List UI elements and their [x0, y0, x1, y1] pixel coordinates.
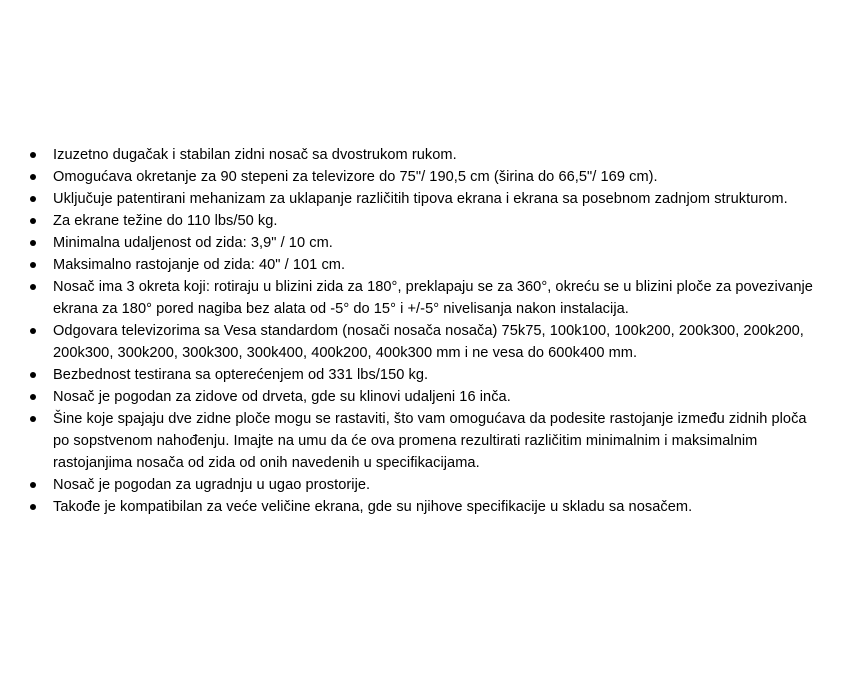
list-item: [0, 364, 860, 386]
list-item-text: Za ekrane težine do 110 lbs/50 kg.: [53, 213, 278, 229]
bullet-icon: [30, 152, 36, 158]
bullet-icon: [30, 504, 36, 510]
bullet-icon: [30, 284, 36, 290]
list-item-text: Odgovara televizorima sa Vesa standardom (nosači nosača nosača) 75k75, 100k100, 100k200, 200k300, 200k200, 200k300, 300k200, 300k300, 300k400, 400k200, 400k300 mm i ne vesa do 600k400 mm.: [53, 323, 804, 361]
list-item-text: Nosač je pogodan za zidove od drveta, gde su klinovi udaljeni 16 inča.: [53, 389, 511, 405]
list-item-text: Minimalna udaljenost od zida: 3,9" / 10 cm.: [53, 235, 333, 251]
bullet-icon: [30, 482, 36, 488]
list-item: [0, 144, 860, 166]
list-item-text: Bezbednost testirana sa opterećenjem od 331 lbs/150 kg.: [53, 367, 429, 383]
list-item-text: Uključuje patentirani mehanizam za uklapanje različitih tipova ekrana i ekrana sa posebnom zadnjom strukturom.: [53, 191, 788, 207]
list-item: [0, 232, 860, 254]
list-item: [0, 210, 860, 232]
list-item: [0, 188, 860, 210]
bullet-icon: [30, 240, 36, 246]
bullet-icon: [30, 416, 36, 422]
list-item-text: Maksimalno rastojanje od zida: 40" / 101 cm.: [53, 257, 346, 273]
feature-list: [0, 144, 860, 518]
list-item-text: Izuzetno dugačak i stabilan zidni nosač sa dvostrukom rukom.: [53, 147, 457, 163]
bullet-icon: [30, 372, 36, 378]
list-item: [0, 408, 860, 474]
list-item: [0, 320, 860, 364]
list-item: [0, 166, 860, 188]
list-item-text: Šine koje spajaju dve zidne ploče mogu se rastaviti, što vam omogućava da podesite rastojanje između zidnih ploča po sopstvenom nahođenju. Imajte na umu da će ova promena rezultirati različitim minimalnim i maksimalnim rastojanjima nosača od zida od onih navedenih u specifikacijama.: [53, 411, 807, 471]
document-body: [0, 144, 860, 518]
list-item-text: Nosač ima 3 okreta koji: rotiraju u blizini zida za 180°, preklapaju se za 360°, okreću se u blizini ploče za povezivanje ekrana za 180° pored nagiba bez alata od -5° do 15° i +/-5° nivelisanja nakon instalacija.: [53, 279, 813, 317]
bullet-icon: [30, 218, 36, 224]
list-item: [0, 474, 860, 496]
list-item-text: Omogućava okretanje za 90 stepeni za televizore do 75"/ 190,5 cm (širina do 66,5"/ 169 cm).: [53, 169, 658, 185]
list-item-text: Takođe je kompatibilan za veće veličine ekrana, gde su njihove specifikacije u skladu sa nosačem.: [53, 499, 693, 515]
list-item: [0, 276, 860, 320]
list-item-text: Nosač je pogodan za ugradnju u ugao prostorije.: [53, 477, 371, 493]
list-item: [0, 386, 860, 408]
bullet-icon: [30, 394, 36, 400]
list-item: [0, 496, 860, 518]
list-item: [0, 254, 860, 276]
bullet-icon: [30, 174, 36, 180]
bullet-icon: [30, 196, 36, 202]
bullet-icon: [30, 262, 36, 268]
bullet-icon: [30, 328, 36, 334]
